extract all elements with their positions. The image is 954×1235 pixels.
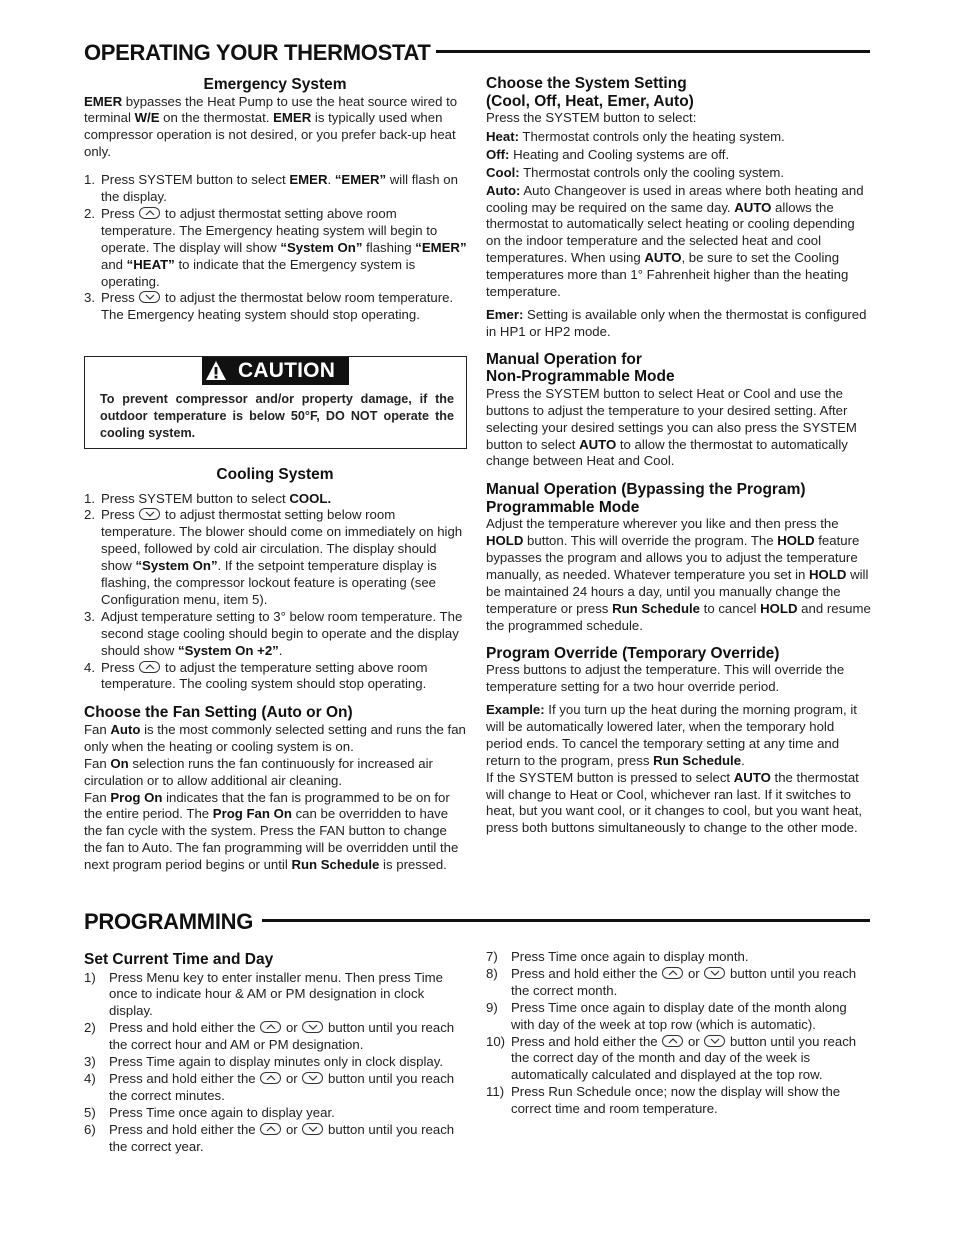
set-time-heading: Set Current Time and Day <box>84 951 274 968</box>
down-arrow-button-icon <box>139 508 160 520</box>
list-item: 3. Adjust temperature setting to 3° below room temperature. The second stage cooling should begin to operate and the display should show “System On +2”. <box>84 608 463 658</box>
list-item: 1. Press SYSTEM button to select COOL. <box>84 490 332 506</box>
down-arrow-button-icon <box>704 967 725 979</box>
fan-heading: Choose the Fan Setting (Auto or On) <box>84 704 353 722</box>
title-rule <box>436 50 870 53</box>
manual-np-heading-1: Manual Operation for <box>486 350 642 368</box>
list-item: 7) Press Time once again to display month. <box>486 949 749 964</box>
list-item: 6) Press and hold either the or button until you reach the correct year. <box>84 1121 455 1154</box>
section-title-programming: PROGRAMMING <box>84 909 254 934</box>
override-text: Press buttons to adjust the temperature. This will override the temperature setting for a two hour override period. <box>486 662 845 695</box>
system-heat: Heat: Thermostat controls only the heating system. <box>486 128 785 144</box>
emergency-intro: EMER bypasses the Heat Pump to use the heat source wired to terminal W/E on the thermostat. EMER is typically used when compressor operation is not desired, or you prefer back-up heat only. <box>84 93 458 160</box>
list-item: 4. Press to adjust the temperature setting above room temperature. The cooling system should stop operating. <box>84 659 428 692</box>
caution-label: CAUTION <box>238 359 336 382</box>
list-item: 5) Press Time once again to display year. <box>84 1104 335 1120</box>
fan-on-text: Fan On selection runs the fan continuously for increased air circulation or to allow additional air cleaning. <box>84 755 433 788</box>
title-rule <box>262 919 870 922</box>
list-item: 2) Press and hold either the or button until you reach the correct hour and AM or PM designation. <box>84 1020 455 1053</box>
system-intro: Press the SYSTEM button to select: <box>486 110 697 125</box>
set-time-steps-left <box>84 970 468 1156</box>
list-item: 3) Press Time again to display minutes only in clock display. <box>84 1054 443 1070</box>
fan-auto-text: Fan Auto is the most commonly selected setting and runs the fan only when the heating or cooling system is on. <box>84 721 466 754</box>
list-item: 10) Press and hold either the or button until you reach the correct day of the month and day of the week is automatically calculated and displayed at the top row. <box>486 1033 857 1083</box>
set-time-steps-right <box>486 949 872 1118</box>
caution-badge <box>202 357 349 385</box>
up-arrow-button-icon <box>139 207 160 219</box>
down-arrow-button-icon <box>139 291 160 303</box>
right-column <box>486 75 872 837</box>
down-arrow-button-icon <box>302 1072 323 1084</box>
caution-box <box>84 356 467 449</box>
list-item: 4) Press and hold either the or button until you reach the correct minutes. <box>84 1070 455 1103</box>
list-item: 11) Press Run Schedule once; now the display will show the correct time and room temperature. <box>486 1084 841 1117</box>
section-title-operating: OPERATING YOUR THERMOSTAT <box>84 40 431 65</box>
up-arrow-button-icon <box>139 661 160 673</box>
emergency-steps <box>84 172 468 324</box>
left-column-lower <box>84 466 468 874</box>
system-heading-1: Choose the System Setting <box>486 75 687 92</box>
system-auto: Auto: Auto Changeover is used in areas where both heating and cooling may be required on the same day. AUTO allows the thermostat to automatically select heating or cooling depending on the indoor temperature and the selected heat and cool temperatures. When using AUTO, be sure to set the Cooling temperatures more than 1° Fahrenheit higher than the heating temperature. <box>486 182 864 300</box>
warning-triangle-icon <box>205 360 227 381</box>
system-off: Off: Heating and Cooling systems are off. <box>486 146 730 162</box>
up-arrow-button-icon <box>662 1035 683 1047</box>
system-emer: Emer: Setting is available only when the thermostat is configured in HP1 or HP2 mode. <box>486 306 867 339</box>
list-item: 3. Press to adjust the thermostat below room temperature. The Emergency heating system should stop operating. <box>84 290 454 323</box>
list-item: 2. Press to adjust thermostat setting below room temperature. The blower should come on immediately on high speed, followed by cold air circulation. The display should show “System On”. If the setpoint temperature display is flashing, the compressor lockout feature is operating (see Configuration menu, item 5). <box>84 507 463 607</box>
list-item: 1) Press Menu key to enter installer menu. Then press Time once to indicate hour & AM or PM designation in clock display. <box>84 969 443 1019</box>
up-arrow-button-icon <box>260 1021 281 1033</box>
system-cool: Cool: Thermostat controls only the cooling system. <box>486 164 785 180</box>
programming-left-column <box>84 951 468 1155</box>
manual-np-heading-2: Non-Programmable Mode <box>486 368 675 386</box>
system-heading-2: (Cool, Off, Heat, Emer, Auto) <box>486 92 694 110</box>
up-arrow-button-icon <box>260 1072 281 1084</box>
cooling-heading: Cooling System <box>216 466 334 483</box>
list-item: 2. Press to adjust thermostat setting above room temperature. The Emergency heating system will begin to operate. The display will show “System On” flashing “EMER” and “HEAT” to indicate that the Emergency system is operating. <box>84 205 467 289</box>
override-auto-text: If the SYSTEM button is pressed to select AUTO the thermostat will change to Heat or Cool, whichever ran last. If it switches to heat, but you want cool, or it changes to cool, but you want heat, press both buttons simultaneously to change to the other mode. <box>486 769 863 836</box>
left-column <box>84 76 468 324</box>
emergency-heading: Emergency System <box>203 76 347 93</box>
programming-right-column <box>486 949 872 1118</box>
caution-text: To prevent compressor and/or property damage, if the outdoor temperature is below 50°F, DO NOT operate the cooling system. <box>100 392 454 440</box>
override-example: Example: If you turn up the heat during the morning program, it will be automatically lowered later, when the temporary hold period ends. To cancel the temporary setting at any time and return to the program, press Run Schedule. <box>486 701 857 768</box>
fan-prog-text: Fan Prog On indicates that the fan is programmed to be on for the entire period. The Prog Fan On can be overridden to have the fan cycle with the system. Press the FAN button to change the fan to Auto. The fan programming will be overridden until the next program period begins or until Run Schedule is pressed. <box>84 789 459 873</box>
list-item: 9) Press Time once again to display date of the month along with day of the week at top row (which is automatic). <box>486 999 847 1032</box>
list-item: 1. Press SYSTEM button to select EMER. “EMER” will flash on the display. <box>84 172 458 205</box>
list-item: 8) Press and hold either the or button until you reach the correct month. <box>486 965 857 998</box>
manual-p-heading-1: Manual Operation (Bypassing the Program) <box>486 481 806 499</box>
cooling-steps <box>84 491 468 694</box>
down-arrow-button-icon <box>704 1035 725 1047</box>
down-arrow-button-icon <box>302 1021 323 1033</box>
up-arrow-button-icon <box>260 1123 281 1135</box>
manual-p-text: Adjust the temperature wherever you like and then press the HOLD button. This will override the program. The HOLD feature bypasses the program and allows you to adjust the temperature manually, as needed. Whatever temperature you set in HOLD will be maintained 24 hours a day, until you manually change the temperature or press Run Schedule to cancel HOLD and resume the programmed schedule. <box>486 516 871 633</box>
manual-p-heading-2: Programmable Mode <box>486 498 640 516</box>
down-arrow-button-icon <box>302 1123 323 1135</box>
override-heading: Program Override (Temporary Override) <box>486 644 780 662</box>
manual-np-text: Press the SYSTEM button to select Heat or Cool and use the buttons to adjust the temperature to your desired setting. After selecting your desired settings you can also press the SYSTEM button to select AUTO to allow the thermostat to automatically change between Heat and Cool. <box>486 385 857 469</box>
up-arrow-button-icon <box>662 967 683 979</box>
